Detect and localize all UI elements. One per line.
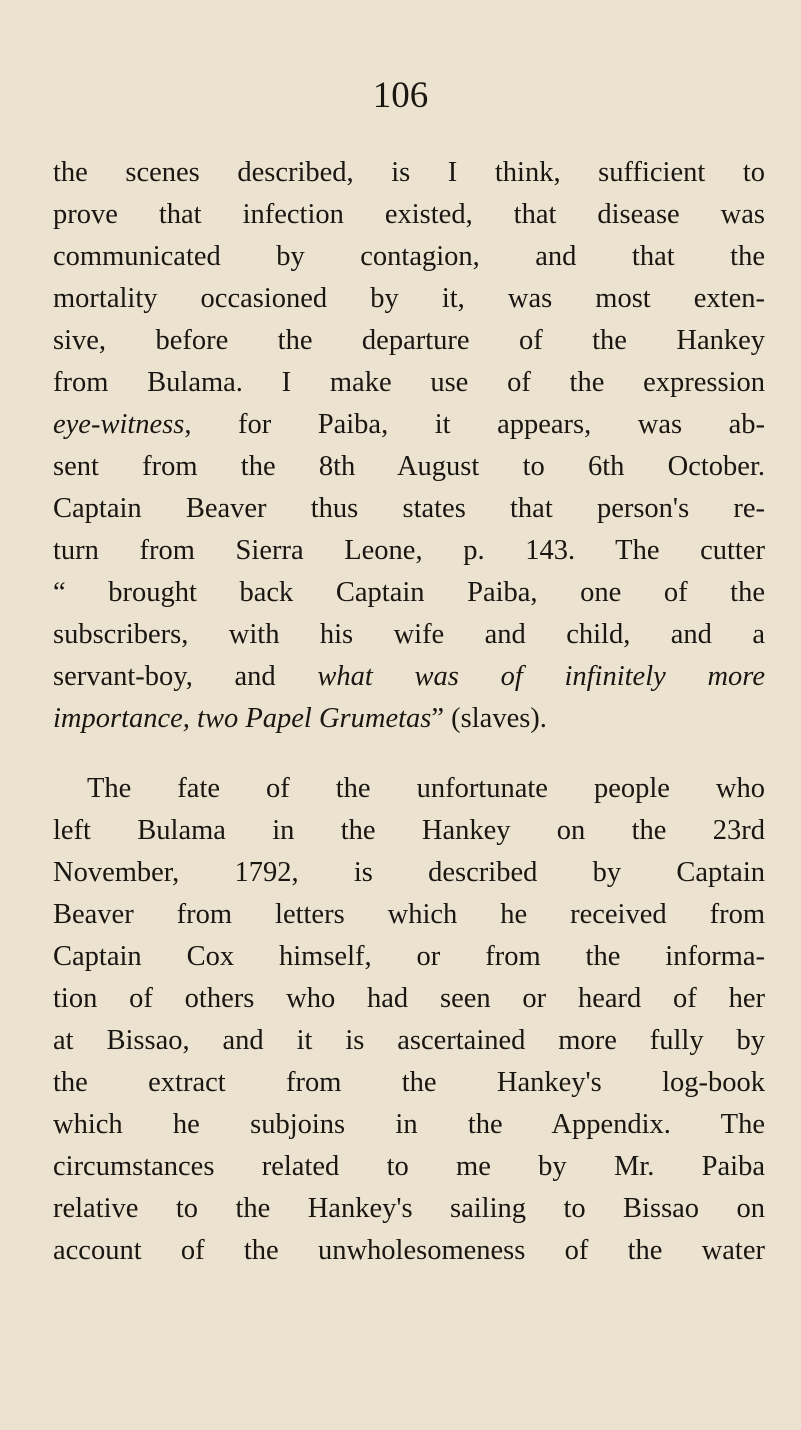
text-line: tion of others who had seen or heard of her (53, 983, 765, 1014)
text-line: November, 1792, is described by Captain (53, 857, 765, 888)
italic-phrase: importance, two Papel Grumetas (53, 703, 432, 734)
text-line: Captain Beaver thus states that person's re- (53, 493, 765, 524)
text-line: sive, before the departure of the Hankey (53, 325, 765, 356)
text-line: the extract from the Hankey's log-book (53, 1067, 765, 1098)
text-line: which he subjoins in the Appendix. The (53, 1109, 765, 1140)
text-run: servant-boy, and (53, 661, 318, 692)
text-line: communicated by contagion, and that the (53, 241, 765, 272)
text-line: “ brought back Captain Paiba, one of the (53, 577, 765, 608)
text-line: prove that infection existed, that disease was (53, 199, 765, 230)
text-run: , for Paiba, it appears, was ab- (184, 409, 765, 440)
text-line: The fate of the unfortunate people who (87, 773, 765, 804)
text-line-with-italic (53, 404, 765, 446)
text-run: ” (slaves). (431, 703, 547, 734)
text-line: left Bulama in the Hankey on the 23rd (53, 815, 765, 846)
text-line: turn from Sierra Leone, p. 143. The cutter (53, 535, 765, 566)
italic-phrase: eye-witness (53, 409, 185, 440)
paragraph-2 (53, 768, 765, 1272)
text-line: at Bissao, and it is ascertained more fully by (53, 1025, 765, 1056)
text-line: mortality occasioned by it, was most exten- (53, 283, 765, 314)
page-number: 106 (372, 75, 429, 116)
text-line: sent from the 8th August to 6th October. (53, 451, 765, 482)
paragraph-1 (53, 152, 765, 740)
text-line: Beaver from letters which he received from (53, 899, 765, 930)
text-line: subscribers, with his wife and child, and a (53, 619, 765, 650)
text-line: from Bulama. I make use of the expression (53, 367, 765, 398)
text-line-with-italic (53, 698, 765, 740)
text-line: the scenes described, is I think, sufficient to (53, 157, 765, 188)
text-line: account of the unwholesomeness of the water (53, 1235, 765, 1266)
text-line: Captain Cox himself, or from the informa- (53, 941, 765, 972)
text-line: relative to the Hankey's sailing to Bissao on (53, 1193, 765, 1224)
italic-phrase: what was of infinitely more (317, 661, 765, 692)
text-line-with-italic (53, 656, 765, 698)
text-line: circumstances related to me by Mr. Paiba (53, 1151, 765, 1182)
